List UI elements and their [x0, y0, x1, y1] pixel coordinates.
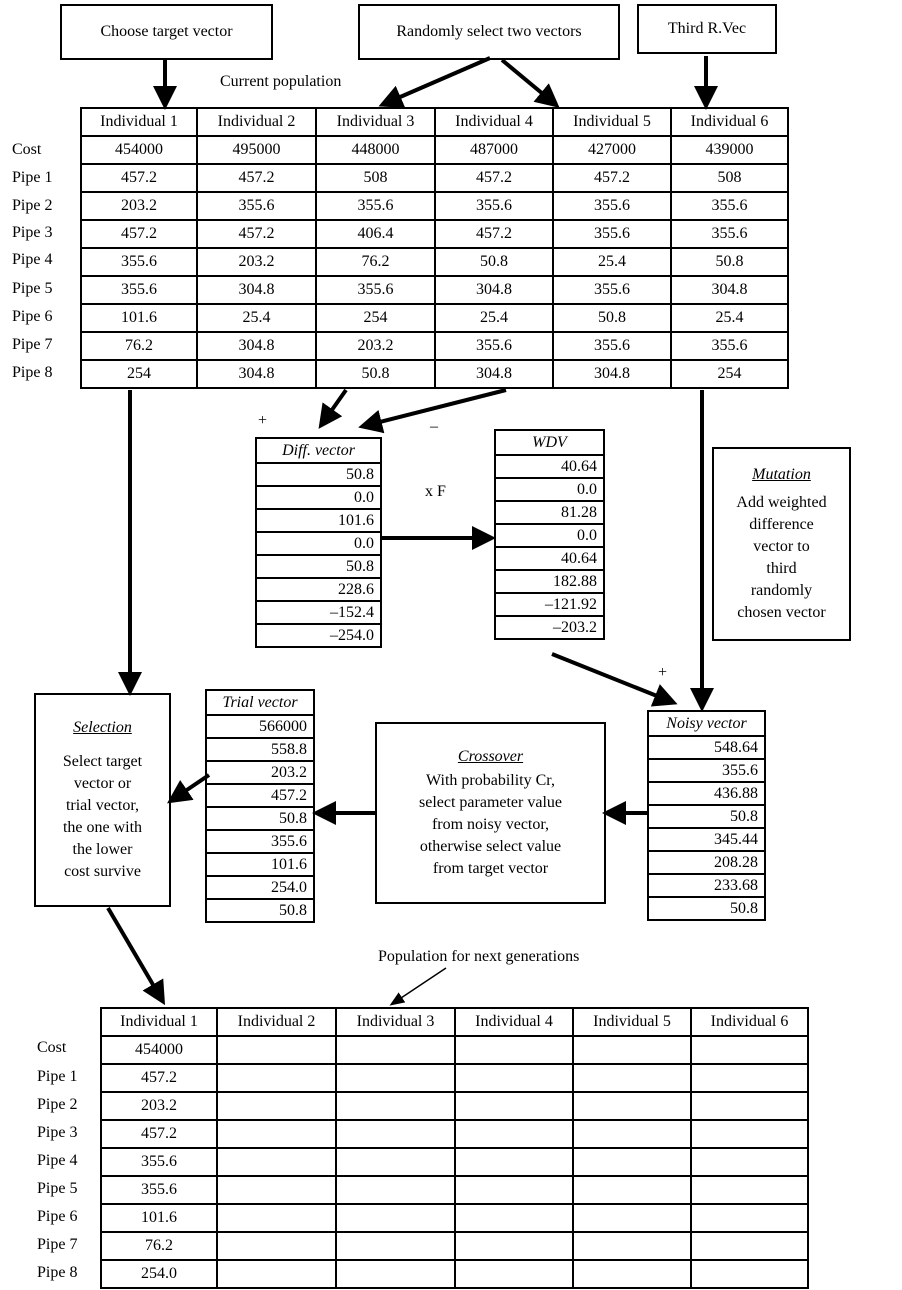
table-cell: 448000 — [316, 136, 435, 164]
table-cell: 304.8 — [435, 360, 553, 388]
wdv-value: 0.0 — [495, 524, 604, 547]
table-cell: 101.6 — [101, 1204, 217, 1232]
trial-vector-value: 457.2 — [206, 784, 314, 807]
arrow-ind3-to-diff — [322, 390, 346, 424]
crossover-title: Crossover — [457, 748, 524, 765]
table-cell: 76.2 — [316, 248, 435, 276]
noisy-vector-value: 233.68 — [648, 874, 765, 897]
header-individual-5: Individual 5 — [553, 108, 671, 136]
mutation-line: randomly — [750, 582, 813, 599]
table-cell: 355.6 — [671, 332, 788, 360]
table-cell: 254 — [671, 360, 788, 388]
row-label-cost: Cost — [12, 141, 42, 158]
crossover-line: With probability Cr, — [426, 772, 555, 789]
table-cell: 254.0 — [101, 1260, 217, 1288]
diff-vector-value: 228.6 — [256, 578, 381, 601]
table-cell: 457.2 — [553, 164, 671, 192]
table-cell: 457.2 — [435, 164, 553, 192]
wdv-value: –121.92 — [495, 593, 604, 616]
mutation-line: vector to — [753, 538, 810, 555]
xf-label: x F — [425, 483, 446, 500]
diff-vector-value: 0.0 — [256, 486, 381, 509]
table-cell: 304.8 — [435, 276, 553, 304]
row-label-pipe-6: Pipe 6 — [12, 308, 53, 325]
noisy-vector-value: 548.64 — [648, 736, 765, 759]
table-cell: 101.6 — [81, 304, 197, 332]
row-label-pipe-4: Pipe 4 — [37, 1152, 78, 1169]
table-cell: 427000 — [553, 136, 671, 164]
table-cell: 355.6 — [553, 220, 671, 248]
wdv-value: 40.64 — [495, 547, 604, 570]
table-cell: 457.2 — [81, 220, 197, 248]
table-cell: 355.6 — [101, 1176, 217, 1204]
table-cell: 355.6 — [81, 276, 197, 304]
selection-line: vector or — [73, 775, 132, 792]
table-cell: 355.6 — [553, 276, 671, 304]
noisy-vector-value: 208.28 — [648, 851, 765, 874]
table-cell: 355.6 — [671, 220, 788, 248]
selection-line: Select target — [62, 753, 143, 770]
mutation-line: Add weighted — [736, 494, 827, 511]
arrow-label-to-next-ind3 — [392, 968, 446, 1004]
table-cell: 495000 — [197, 136, 316, 164]
row-label-pipe-2: Pipe 2 — [37, 1096, 78, 1113]
trial-vector-value: 50.8 — [206, 899, 314, 922]
table-cell: 355.6 — [435, 332, 553, 360]
diff-vector-value: –152.4 — [256, 601, 381, 624]
table-cell: 355.6 — [316, 276, 435, 304]
trial-vector-value: 254.0 — [206, 876, 314, 899]
diff-vector-value: 50.8 — [256, 463, 381, 486]
table-cell: 355.6 — [81, 248, 197, 276]
diff-vector-value: –254.0 — [256, 624, 381, 647]
crossover-line: from target vector — [432, 860, 549, 877]
noisy-vector-value: 436.88 — [648, 782, 765, 805]
wdv-title: WDV — [495, 430, 604, 455]
row-label-pipe-4: Pipe 4 — [12, 251, 53, 268]
header-individual-6: Individual 6 — [671, 108, 788, 136]
table-cell: 457.2 — [435, 220, 553, 248]
wdv-value: 40.64 — [495, 455, 604, 478]
table-cell: 454000 — [81, 136, 197, 164]
crossover-line: otherwise select value — [419, 838, 562, 855]
header-individual-6: Individual 6 — [691, 1008, 808, 1036]
mutation-title: Mutation — [752, 466, 811, 483]
table-cell: 304.8 — [197, 332, 316, 360]
arrow-trial-to-selection — [172, 775, 209, 800]
trial-vector-value: 566000 — [206, 715, 314, 738]
mutation-line: difference — [749, 516, 814, 533]
table-cell: 457.2 — [81, 164, 197, 192]
trial-vector-value: 50.8 — [206, 807, 314, 830]
row-label-pipe-8: Pipe 8 — [37, 1264, 78, 1281]
table-cell: 355.6 — [671, 192, 788, 220]
table-cell: 50.8 — [553, 304, 671, 332]
arrow-ind4-to-diff — [364, 390, 506, 426]
table-cell: 304.8 — [671, 276, 788, 304]
table-cell: 254 — [81, 360, 197, 388]
row-label-pipe-5: Pipe 5 — [37, 1180, 78, 1197]
table-cell: 457.2 — [101, 1120, 217, 1148]
diff-vector-value: 0.0 — [256, 532, 381, 555]
table-cell: 439000 — [671, 136, 788, 164]
table-cell: 304.8 — [553, 360, 671, 388]
row-label-pipe-2: Pipe 2 — [12, 197, 53, 214]
table-cell: 304.8 — [197, 360, 316, 388]
minus-sign-diff: – — [430, 418, 438, 435]
selection-line: cost survive — [64, 863, 141, 880]
trial-vector-title: Trial vector — [206, 690, 314, 715]
plus-sign-noisy: + — [658, 664, 668, 681]
mutation-line: chosen vector — [737, 604, 826, 621]
table-cell: 25.4 — [435, 304, 553, 332]
mutation-line: third — [766, 560, 797, 577]
table-cell: 406.4 — [316, 220, 435, 248]
row-label-pipe-6: Pipe 6 — [37, 1208, 78, 1225]
trial-vector-value: 355.6 — [206, 830, 314, 853]
table-cell: 76.2 — [101, 1232, 217, 1260]
row-label-cost: Cost — [37, 1039, 67, 1056]
crossover-line: select parameter value — [418, 794, 563, 811]
table-cell: 355.6 — [435, 192, 553, 220]
table-cell: 25.4 — [671, 304, 788, 332]
header-individual-3: Individual 3 — [336, 1008, 455, 1036]
table-cell: 25.4 — [197, 304, 316, 332]
next-population-label: Population for next generations — [378, 948, 580, 965]
header-individual-2: Individual 2 — [217, 1008, 336, 1036]
header-individual-2: Individual 2 — [197, 108, 316, 136]
row-label-pipe-1: Pipe 1 — [37, 1068, 78, 1085]
table-cell: 355.6 — [101, 1148, 217, 1176]
header-individual-1: Individual 1 — [101, 1008, 217, 1036]
arrow-selection-to-next — [108, 908, 162, 1000]
noisy-vector-value: 50.8 — [648, 897, 765, 920]
table-cell: 203.2 — [316, 332, 435, 360]
row-label-pipe-7: Pipe 7 — [37, 1236, 78, 1253]
table-cell: 203.2 — [81, 192, 197, 220]
diff-vector-value: 50.8 — [256, 555, 381, 578]
arrow-random-to-ind3 — [384, 58, 490, 104]
selection-line: trial vector, — [65, 797, 140, 814]
table-cell: 203.2 — [101, 1092, 217, 1120]
table-cell: 203.2 — [197, 248, 316, 276]
plus-sign-diff: + — [258, 412, 268, 429]
trial-vector-value: 558.8 — [206, 738, 314, 761]
noisy-vector-value: 50.8 — [648, 805, 765, 828]
table-cell: 355.6 — [316, 192, 435, 220]
table-cell: 355.6 — [553, 192, 671, 220]
random-two-label: Randomly select two vectors — [396, 23, 582, 40]
selection-line: the one with — [62, 819, 143, 836]
diff-vector-title: Diff. vector — [256, 438, 381, 463]
wdv-value: 0.0 — [495, 478, 604, 501]
arrow-random-to-ind4 — [502, 60, 555, 104]
choose-target-label: Choose target vector — [100, 23, 233, 40]
header-individual-4: Individual 4 — [455, 1008, 573, 1036]
noisy-vector-title: Noisy vector — [648, 711, 765, 736]
header-individual-3: Individual 3 — [316, 108, 435, 136]
table-cell: 487000 — [435, 136, 553, 164]
wdv-value: –203.2 — [495, 616, 604, 639]
table-cell: 50.8 — [435, 248, 553, 276]
header-individual-4: Individual 4 — [435, 108, 553, 136]
table-cell: 457.2 — [197, 164, 316, 192]
table-cell: 508 — [316, 164, 435, 192]
table-cell: 508 — [671, 164, 788, 192]
noisy-vector-value: 355.6 — [648, 759, 765, 782]
row-label-pipe-3: Pipe 3 — [37, 1124, 78, 1141]
table-cell: 76.2 — [81, 332, 197, 360]
table-cell: 25.4 — [553, 248, 671, 276]
diff-vector-value: 101.6 — [256, 509, 381, 532]
current-population-label: Current population — [220, 73, 342, 90]
third-vector-label: Third R.Vec — [667, 20, 747, 37]
table-cell: 457.2 — [101, 1064, 217, 1092]
table-cell: 454000 — [101, 1036, 217, 1064]
wdv-value: 81.28 — [495, 501, 604, 524]
row-label-pipe-7: Pipe 7 — [12, 336, 53, 353]
row-label-pipe-3: Pipe 3 — [12, 224, 53, 241]
table-cell: 254 — [316, 304, 435, 332]
selection-line: the lower — [72, 841, 133, 858]
header-individual-1: Individual 1 — [81, 108, 197, 136]
table-cell: 355.6 — [197, 192, 316, 220]
row-label-pipe-8: Pipe 8 — [12, 364, 53, 381]
trial-vector-value: 101.6 — [206, 853, 314, 876]
table-cell: 50.8 — [316, 360, 435, 388]
table-cell: 457.2 — [197, 220, 316, 248]
noisy-vector-value: 345.44 — [648, 828, 765, 851]
row-label-pipe-5: Pipe 5 — [12, 280, 53, 297]
wdv-value: 182.88 — [495, 570, 604, 593]
table-cell: 304.8 — [197, 276, 316, 304]
trial-vector-value: 203.2 — [206, 761, 314, 784]
selection-title: Selection — [73, 719, 132, 736]
arrow-wdv-to-noisy — [552, 654, 672, 702]
table-cell: 50.8 — [671, 248, 788, 276]
header-individual-5: Individual 5 — [573, 1008, 691, 1036]
table-cell: 355.6 — [553, 332, 671, 360]
row-label-pipe-1: Pipe 1 — [12, 169, 53, 186]
crossover-line: from noisy vector, — [431, 816, 550, 833]
